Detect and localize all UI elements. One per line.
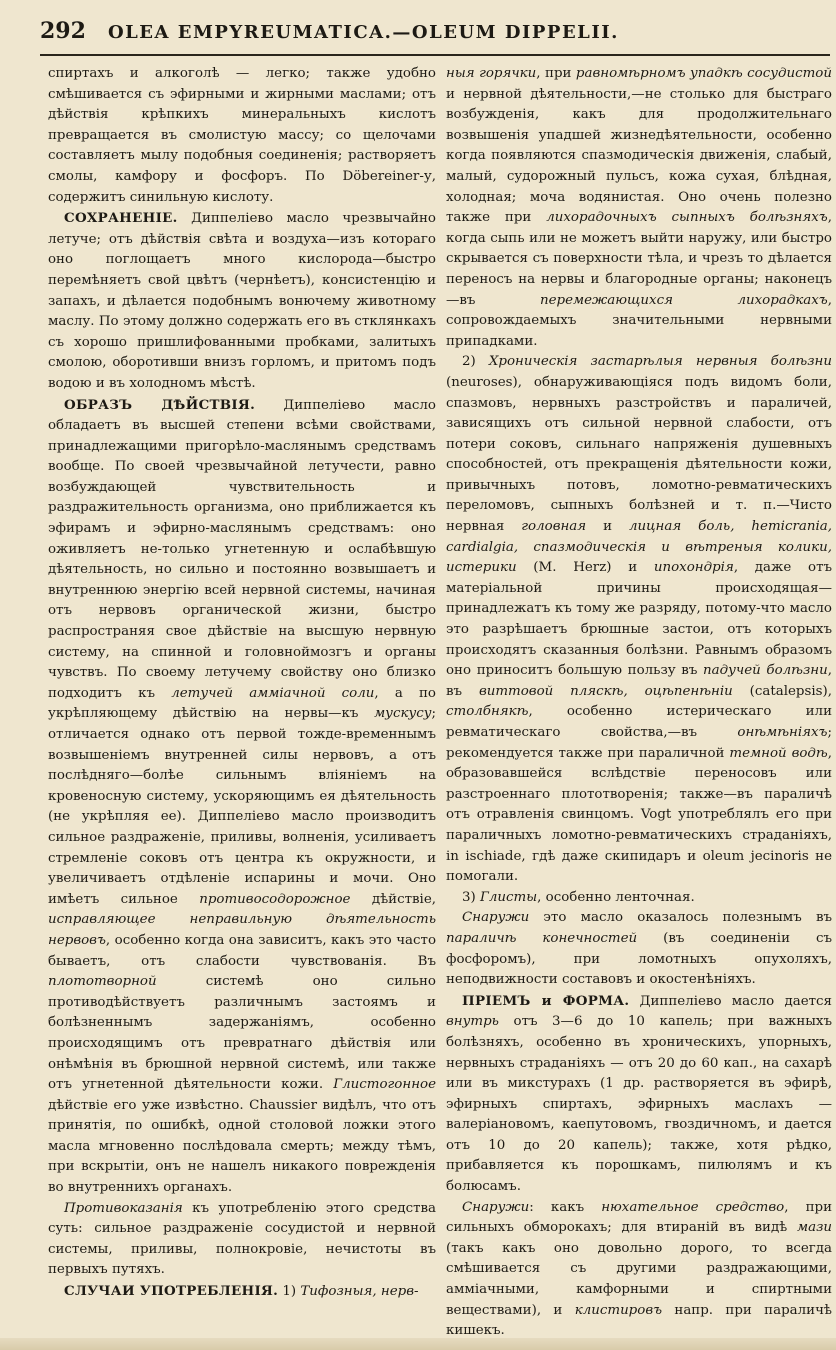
section-heading: СОХРАНЕНІЕ. [64,210,178,227]
italic-term: Снаружи [462,910,530,926]
right-column [446,64,832,1339]
paragraph [446,64,832,352]
italic-term: темной водѣ [729,745,828,761]
italic-term: Глисты [480,889,538,905]
header-rule [40,54,830,56]
paragraph [446,991,832,1198]
text-run: (такъ какъ оно довольно дорого, то всегда смѣшивается съ другими раздражающими, аммiачными, камфорными и спиртными веществами), и [446,1240,832,1318]
text-run: и [586,519,630,535]
paragraph [48,1281,436,1303]
text-run: , а по укрѣпляющему дѣйствію на нервы—къ [48,685,436,722]
text-run: (M. Herz) и [516,560,654,576]
text-run: , въ [446,663,832,699]
italic-term: плототворной [48,974,157,990]
text-run: , даже отъ матеріальной причины происходящая—принадлежатъ къ тому же разряду, потому-что масло это разрѣшаетъ брюшные застои, отъ которыхъ происходятъ сказанныя болѣзни. Равнымъ образомъ оно приноситъ большую пользу въ [446,560,832,679]
italic-term: нюхательное средство [601,1199,785,1215]
italic-term: столбнякѣ [446,704,529,720]
text-run: къ употребленію этого средства суть: сильное раздраженіе сосудистой и нервной системы, приливы, полнокровіе, нечистоты въ первыхъ путяхъ. [48,1200,436,1278]
italic-term: летучей аммiачной соли [171,685,375,701]
italic-term: онѣмѣніяхъ [737,725,828,740]
paragraph [446,1198,832,1342]
text-run: , сопровождаемыхъ значительными нервными припадками. [446,292,832,349]
section-heading: СЛУЧАИ УПОТРЕБЛЕНІЯ. [64,1283,279,1300]
paragraph [48,208,436,394]
page-number: 292 [40,18,86,44]
text-run: спиртахъ и алкоголѣ — легко; также удобно смѣшивается съ эфирными и жирными маслами; отъ дѣйствія крѣпкихъ минеральныхъ кислотъ превращается въ смолистую массу; со щелочами составляетъ мылу подобныя соединенія; растворяетъ смолы, камфору и фосфоръ. По Döbereiner-у, содержитъ синильную кислоту. [48,66,436,205]
text-run: Диппеліево масло дается [629,993,832,1009]
italic-term: Противоказанія [64,1200,183,1216]
paragraph [446,908,832,990]
text-run: 3) [462,889,481,905]
paragraph [446,888,832,909]
page-bottom-edge [0,1338,836,1350]
paragraph [48,395,436,1199]
text-run: , при сильныхъ обморокахъ; для втираній въ видѣ [446,1199,832,1236]
text-run: , образовавшейся вслѣдствіе переносовъ или разстроеннаго плототворенія; также—въ параличѣ отъ отравленія свинцомъ. Vogt употреблялъ его при параличныхъ ломотно-ревматическихъ страданіяхъ, in ischiade, гдѣ даже скипидаръ и oleum jecinoris не помогали. [446,745,832,885]
section-heading: ОБРАЗЪ ДѢЙСТВІЯ. [64,396,256,413]
paragraph [48,1199,436,1281]
text-run: , при [536,66,576,81]
text-run: (neuroses), обнаруживающіяся подъ видомъ боли, спазмовъ, нервныхъ разстройствъ и параличей, зависящихъ отъ сильной нервной слабости, отъ потери соковъ, сильнаго напряженія душевныхъ способностей, отъ прекращенія дѣятельности кожи, привычныхъ потовъ, ломотно-ревматическихъ переломовъ, сыпныхъ болѣзней и т. п.—Чисто нервная [446,374,832,535]
italic-term: виттовой пляскѣ, оцѣпенѣніи [478,683,733,699]
italic-term: внутрь [446,1014,499,1030]
italic-term: Снаружи [462,1199,530,1215]
italic-term: клистировъ [574,1302,663,1318]
text-run: , особенно ленточная. [537,889,695,905]
text-run: (catalepsis), [732,683,832,699]
left-column [48,64,436,1314]
text-run: 1) [278,1284,301,1300]
italic-term: Тифозныя, нерв- [300,1284,419,1300]
text-run: системѣ оно сильно противодѣйствуетъ различнымъ застоямъ и болѣзненнымъ задержаніямъ, особенно происходящимъ отъ превратнаго дѣйствія или онѣмѣнія въ брюшной нервной системѣ, или также отъ угнетенной дѣятельности кожи. [48,974,436,1093]
text-run: ; отличается однако отъ первой тожде-временнымъ возвышеніемъ внутренней силы нервовъ, а отъ послѣдняго—болѣе сильнымъ вліяніемъ на кровеносную систему, ускоряющимъ ея дѣятельность (не укрѣпляя ее). Диппеліево масло производитъ сильное раздраженіе, приливы, волненія, усиливаетъ стремленіе соковъ отъ центра къ окружности, и увеличиваетъ отдѣленіе испарины и мочи. Оно имѣетъ сильное [48,706,436,907]
text-run: ; рекомендуется также при параличной [446,725,832,761]
text-run: дѣйствіе, [350,891,436,907]
text-run: (въ соединеніи съ фосфоромъ), при ломотныхъ опухоляхъ, неподвижности составовъ и окостенѣніяхъ. [446,930,832,988]
italic-term: параличѣ конечностей [446,930,638,946]
paragraph [48,64,436,208]
italic-term: ипохондрія [653,560,734,576]
italic-term: мускусу [374,706,432,722]
italic-term: лицная боль, hemicrania, cardialgia, спазмодическія и вѣтреныя колики, истерики [446,519,832,576]
text-run: : какъ [529,1199,602,1215]
italic-term: равномѣрномъ упадкѣ сосудистой [575,66,832,81]
page-header [40,18,830,48]
paragraph [446,352,832,887]
text-run: 2) [462,354,489,370]
text-run: и нервной дѣятельности,—не столько для быстраго возбужденія, какъ для продолжительнаго возвышенія упадшей жизнедѣятельности, особенно когда появляются спазмодическія движенія, слабый, малый, судорожный пульсъ, кожа сухая, блѣдная, холодная; моча водянистая. Оно очень полезно также при [446,86,832,226]
text-run: , особенно когда она зависитъ, какъ это часто бываетъ, отъ слабости чувствованія. Въ [48,932,436,969]
text-run: это масло оказалось полезнымъ въ [529,910,832,926]
text-run: напр. при параличѣ кишекъ. [446,1302,832,1339]
italic-term: перемежающихся лихорадкахъ [539,292,828,308]
italic-term: падучей болѣзни [703,663,828,679]
running-title: OLEA EMPYREUMATICA.—OLEUM DIPPELII. [107,22,619,43]
italic-term: исправляющее неправильную дѣятельность нервовъ [48,912,436,948]
text-run: Диппеліево масло чрезвычайно летуче; отъ дѣйствія свѣта и воздуха—изъ котораго оно поглощаетъ много кислорода—быстро перемѣняетъ свой цвѣтъ (чернѣетъ), консистенцію и запахъ, и дѣлается подобнымъ вонючему животному маслу. По этому должно содержать его въ стклянкахъ съ хорошо пришлифованными пробками, залитыхъ смолою, оборотивши внизъ горломъ, и притомъ подъ водою и въ холодномъ мѣстѣ. [48,211,436,391]
italic-term: Глистогонное [333,1077,436,1093]
italic-term: ныя горячки [446,66,537,81]
italic-term: противосодорожное [199,891,351,907]
italic-term: Хроническія застарѣлыя нервныя болѣзни [488,354,832,370]
text-run: , когда сыпь или не можетъ выйти наружу, или быстро скрывается съ поверхности тѣла, и чрезъ то дѣлается переносъ на нервы и благородные органы; наконецъ—въ [446,210,832,308]
text-run: Диппеліево масло обладаетъ въ высшей степени всѣми свойствами, принадлежащими пригорѣло-маслянымъ средствамъ вообще. По своей чрезвычайной летучести, равно возбуждающей чувствительность и раздражительность организма, оно приближается къ эфирамъ и эфирно-маслянымъ средствамъ: оно оживляетъ не-только угнетенную и ослабѣвшую дѣятельность, но сильно и постоянно возвышаетъ и внутреннюю энергію всей нервной системы, начиная отъ нервовъ органической жизни, быстро распространяя свое дѣйствіе на высшую нервную систему, на спинной и головноймозгъ и органы чувствъ. По своему летучему свойству оно близко подходитъ къ [48,397,436,701]
italic-term: мази [796,1220,832,1236]
italic-term: головная [521,519,587,535]
italic-term: лихорадочныхъ сыпныхъ болѣзняхъ [546,210,828,226]
section-heading: ПРІЕМЪ и ФОРМА. [462,992,630,1009]
text-run: отъ 3—6 до 10 капель; при важныхъ болѣзняхъ, особенно въ хроническихъ, упорныхъ, нервныхъ страданіяхъ — отъ 20 до 60 кап., на сахарѣ или въ микстурахъ (1 др. растворяется въ эфирѣ, эфирныхъ спиртахъ, эфирныхъ маслахъ — валеріановомъ, каепутовомъ, гвоздичномъ, и дается отъ 10 до 20 капель); также, хотя рѣдко, прибавляется къ порошкамъ, пилюлямъ и къ болюсамъ. [446,1014,832,1195]
text-run: дѣйствіе его уже извѣстно. Chaussier видѣлъ, что отъ принятія, по ошибкѣ, одной столовой ложки этого масла мгновенно послѣдовала смерть; между тѣмъ, при вскрытіи, онъ не нашелъ никакого поврежденія во внутреннихъ органахъ. [48,1097,436,1196]
text-run: , особенно истерическаго или ревматическаго свойства,—въ [446,704,832,740]
